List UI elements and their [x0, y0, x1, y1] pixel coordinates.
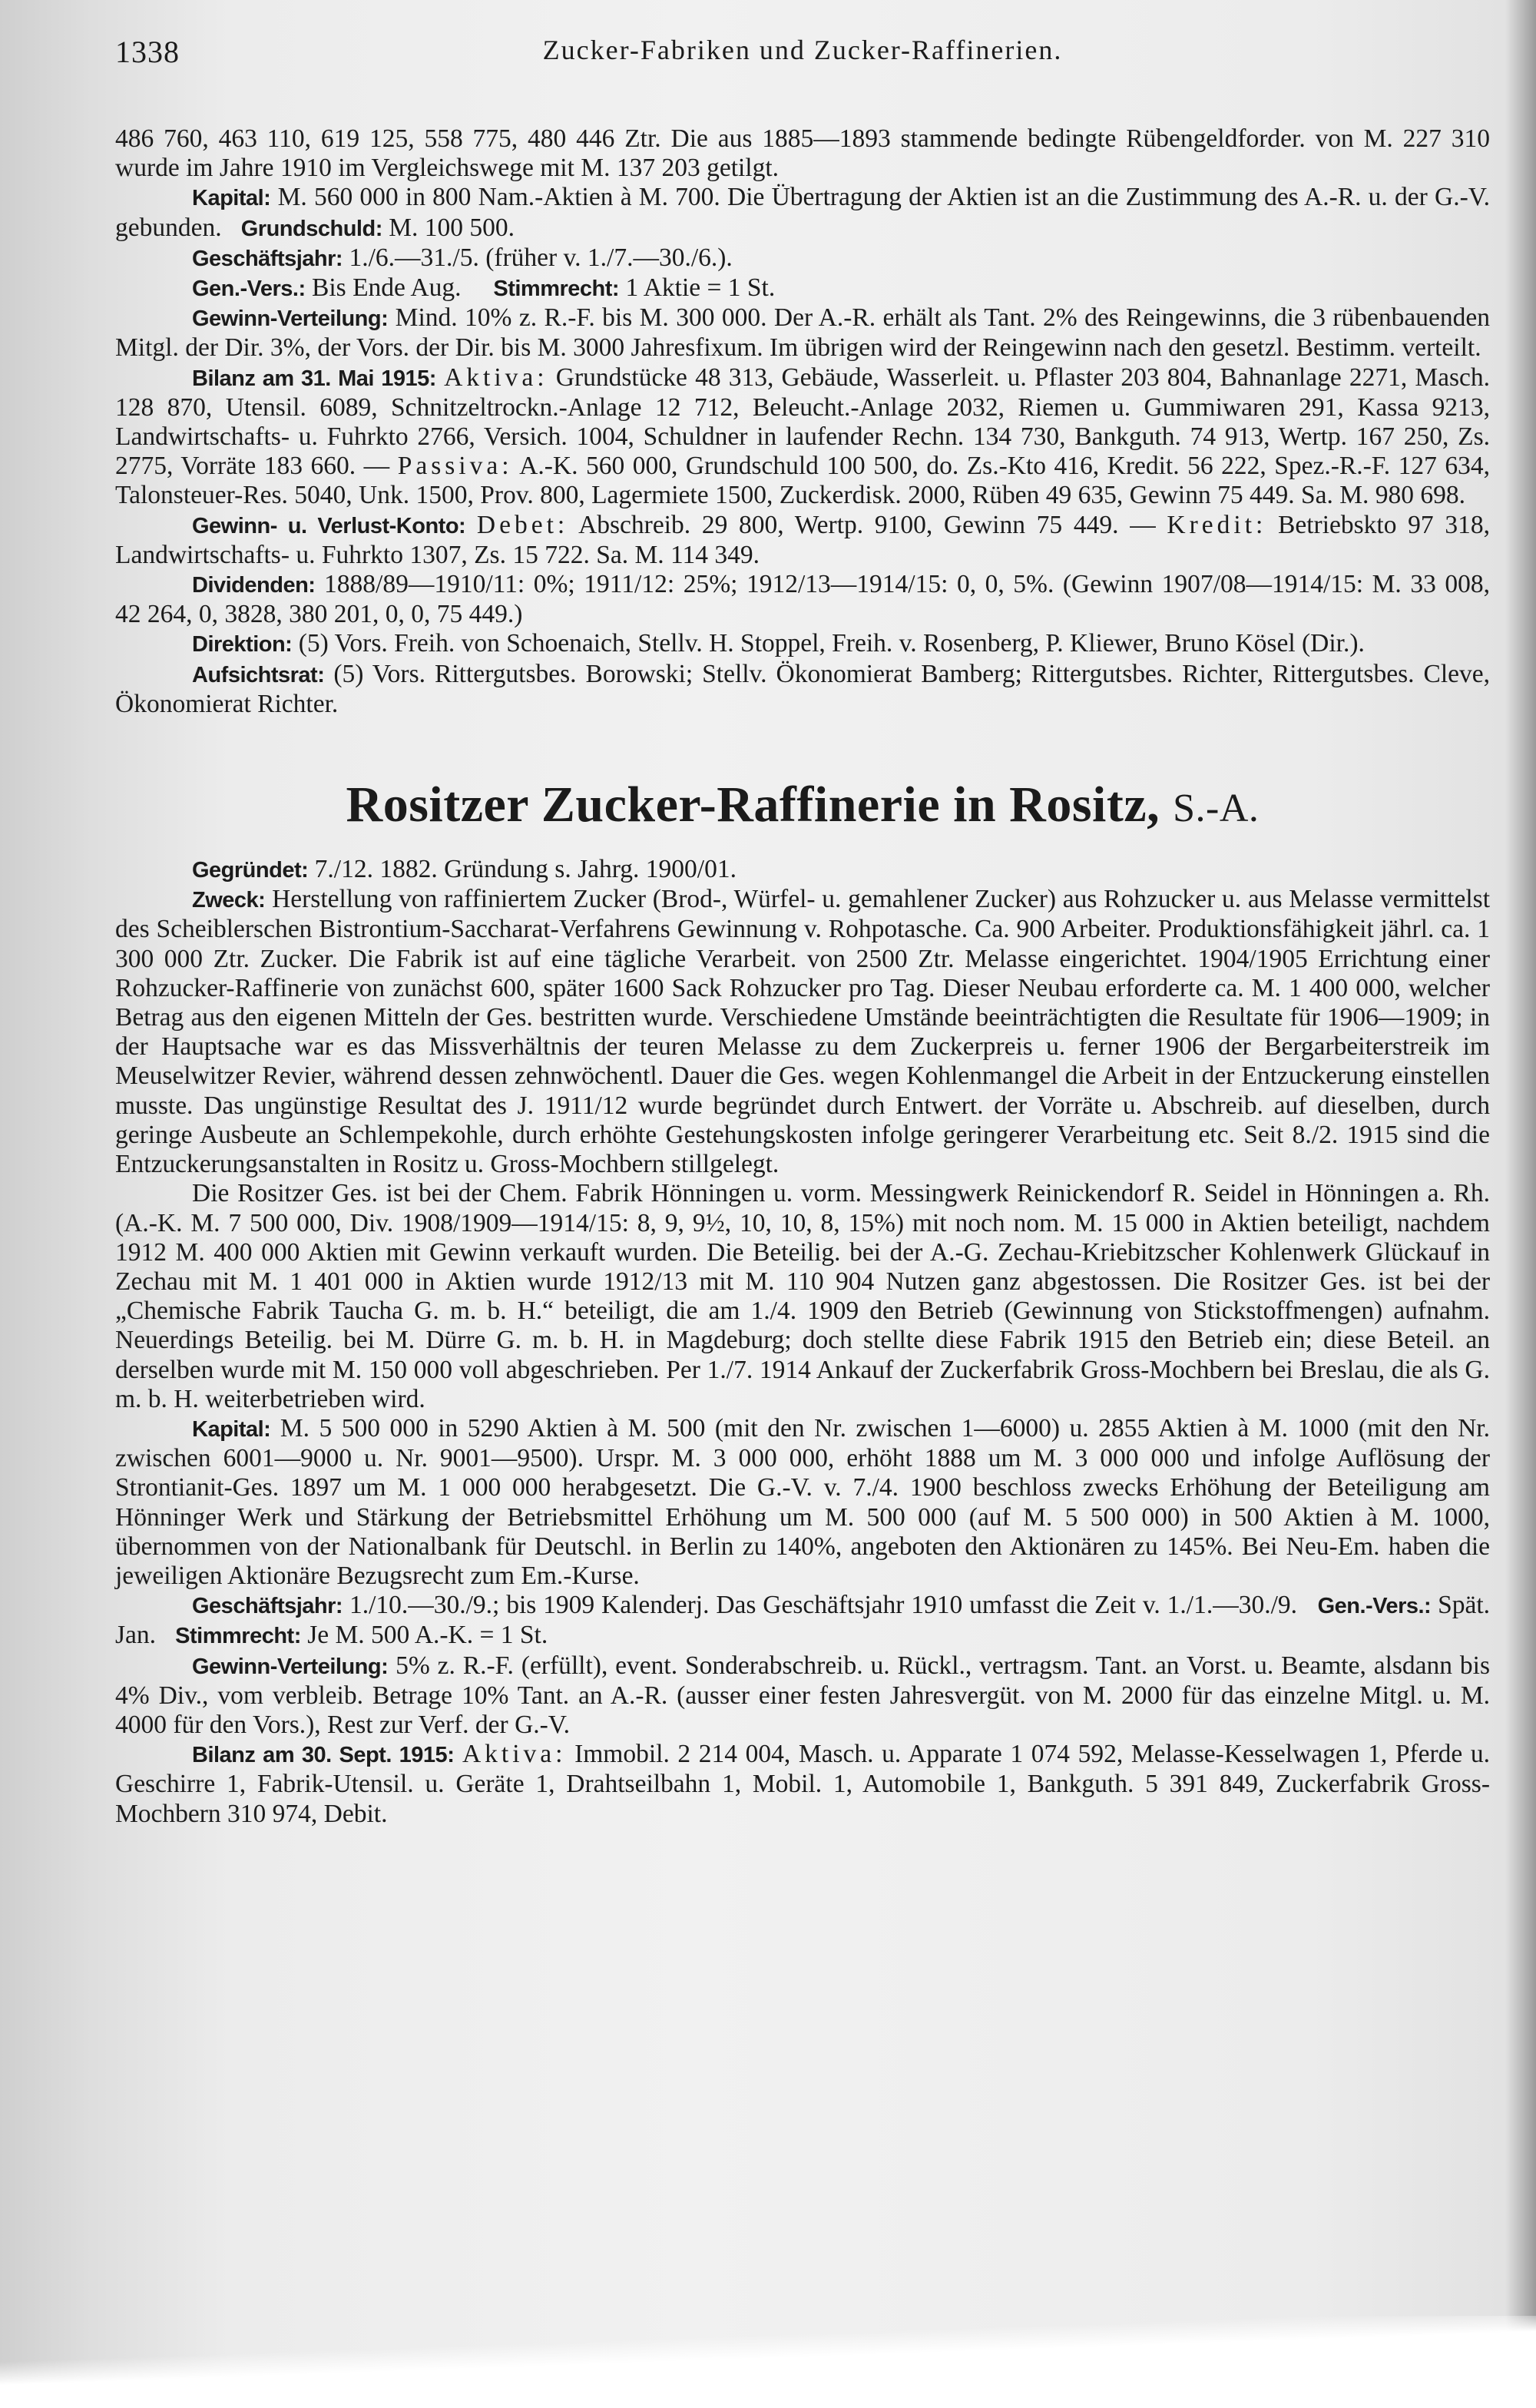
grundschuld-label: Grundschuld:: [240, 216, 382, 241]
gewinn-verteilung-text: Mind. 10% z. R.-F. bis M. 300 000. Der A.-R. erhält als Tant. 2% des Reingewinns, die 3 rübenbauenden Mitgl. der Dir. 3%, der Vors. der Dir. bis M. 3000 Jahresfixum. Im übrigen wird der Reingewinn nach den gesetzl. Bestimm. verteilt.: [115, 303, 1491, 363]
company-gen-vers-label: Gen.-Vers.:: [1317, 1594, 1432, 1619]
company-stimmrecht-label: Stimmrecht:: [175, 1624, 301, 1649]
company-entry: [115, 855, 1490, 1829]
kredit-text: Betriebskto 97 318, Landwirtschafts- u. Fuhrkto 1307, Zs. 15 722. Sa. M. 114 349.: [115, 510, 1490, 569]
gen-vers-paragraph: [115, 273, 1490, 303]
guv-paragraph: [115, 511, 1490, 570]
company-geschaeftsjahr-label: Geschäftsjahr:: [192, 1594, 343, 1619]
passiva-text: A.-K. 560 000, Grundschuld 100 500, do. Zs.-Kto 416, Kredit. 56 222, Spez.-R.-F. 127 634, Talonsteuer-Res. 5040, Unk. 1500, Prov. 800, Lagermiete 1500, Zuckerdisk. 2000, Rüben 49 635, Gewinn 75 449. Sa. M. 980 698.: [115, 452, 1490, 510]
geschaeftsjahr-paragraph: [115, 243, 1490, 273]
running-title: Zucker-Fabriken und Zucker-Raffinerien.: [542, 35, 1063, 65]
aktiva-text: Grundstücke 48 313, Gebäude, Wasserleit. u. Pflaster 203 804, Bahnanlage 2271, Masch. 128 870, Utensil. 6089, Schnitzeltrockn.-Anlage 12 712, Beleucht.-Anlage 2032, Riemen u. Gummiwaren 291, Kassa 9213, Landwirtschafts- u. Fuhrkto 2766, Versich. 1004, Schuldner in laufender Rechn. 134 730, Bankguth. 74 913, Wertp. 167 250, Zs. 2775, Vorräte 183 660. —: [115, 363, 1491, 481]
debet-label: Debet:: [476, 510, 569, 539]
zweck-label: Zweck:: [192, 888, 266, 913]
aufsichtsrat-label: Aufsichtsrat:: [192, 662, 325, 687]
zweck-paragraph: [115, 885, 1490, 1179]
company-title: [115, 774, 1490, 840]
stimmrecht-text: 1 Aktie = 1 St.: [625, 273, 776, 303]
kapital-label: Kapital:: [192, 186, 271, 211]
previous-entry-intro: 486 760, 463 110, 619 125, 558 775, 480 446 Ztr. Die aus 1885—1893 stammende bedingte Rübengeldforder. von M. 227 310 wurde im Jahre 1910 im Vergleichswege mit M. 137 203 getilgt.: [115, 124, 1490, 183]
company-gen-vers-text: Spät. Jan.: [115, 1591, 1490, 1650]
company-geschaeftsjahr-paragraph: [115, 1591, 1490, 1651]
gen-vers-text: Bis Ende Aug.: [312, 273, 462, 303]
stimmrecht-label: Stimmrecht:: [493, 277, 620, 302]
passiva-label: Passiva:: [397, 452, 513, 481]
gegruendet-label: Gegründet:: [192, 858, 309, 883]
document-page: [115, 28, 1490, 1829]
gewinn-verteilung-paragraph: [115, 303, 1490, 363]
company-gewinn-verteilung-text: 5% z. R.-F. (erfüllt), event. Sonderabschreib. u. Rückl., vertragsm. Tant. an Vorst. u. Beamte, alsdann bis 4% Div., vom verbleib. Betrage 10% Tant. an A.-R. (ausser einer festen Jahresvergüt. von M. 2000 für das einzelne Mitgl. u. M. 4000 für den Vors.), Rest zur Verf. der G.-V.: [115, 1651, 1490, 1739]
previous-entry: [115, 124, 1490, 719]
direktion-paragraph: [115, 629, 1490, 659]
kapital-paragraph: [115, 183, 1490, 243]
running-header: [115, 28, 1490, 81]
bilanz-paragraph: [115, 363, 1490, 511]
company-aktiva-text: Immobil. 2 214 004, Masch. u. Apparate 1 074 592, Melasse-Kesselwagen 1, Pferde u. Geschirre 1, Fabrik-Utensil. u. Geräte 1, Drahtseilbahn 1, Mobil. 1, Automobile 1, Bankguth. 5 391 849, Zuckerfabrik Gross-Mochbern 310 974, Debit.: [115, 1740, 1491, 1828]
dividenden-label: Dividenden:: [192, 573, 316, 598]
gen-vers-label: Gen.-Vers.:: [192, 277, 306, 302]
zweck-text: Herstellung von raffiniertem Zucker (Brod-, Würfel- u. gemahlener Zucker) aus Rohzucker u. aus Melasse vermittelst des Scheiblerschen Bistrontium-Saccharat-Verfahrens Gewinnung v. Rohpotasche. Ca. 900 Arbeiter. Produktionsfähigkeit jährl. ca. 1 300 000 Ztr. Zucker. Die Fabrik ist auf eine tägliche Verarbeit. von 2500 Ztr. Melasse eingerichtet. 1904/1905 Errichtung einer Rohzucker-Raffinerie von zunächst 600, später 1600 Sack Rohzucker pro Tag. Dieser Neubau erforderte ca. M. 1 400 000, welcher Betrag aus den eigenen Mitteln der Ges. bestritten wurde. Verschiedene Umstände beeinträchtigten die Resultate für 1906—1909; in der Hauptsache war es das Missverhältnis der teuren Melasse zu dem Zuckerpreis u. ferner 1906 der Bergarbeiterstreik im Meuselwitzer Revier, während dessen zehnwöchentl. Dauer die Ges. wegen Kohlenmangel die Arbeit in der Entzuckerung einstellen musste. Das ungünstige Resultat des J. 1911/12 wurde begründet durch Entwert. der Vorräte u. Abschreib. auf dieselben, durch geringe Ausbeute an Schlempekohle, durch erhöhte Gestehungskosten infolge geringerer Verarbeitung etc. Seit 8./2. 1915 sind die Entzuckerungsanstalten in Rositz u. Gross-Mochbern stillgelegt.: [115, 885, 1491, 1179]
kredit-label: Kredit:: [1167, 510, 1267, 539]
beteiligungen-paragraph: Die Rositzer Ges. ist bei der Chem. Fabrik Hönningen u. vorm. Messingwerk Reinickendorf R. Seidel in Hönningen a. Rh. (A.-K. M. 7 500 000, Div. 1908/1909—1914/15: 8, 9, 9½, 10, 10, 8, 15%) mit noch nom. M. 15 000 in Aktien beteiligt, nachdem 1912 M. 400 000 Aktien mit Gewinn verkauft wurden. Die Beteilig. bei der A.-G. Zechau-Kriebitzscher Kohlenwerk Glückauf in Zechau mit M. 1 401 000 in Aktien wurde 1912/13 mit M. 110 904 Nutzen ganz abgestossen. Die Rositzer Ges. ist bei der „Chemische Fabrik Taucha G. m. b. H.“ beteiligt, die am 1./4. 1909 den Betrieb (Gewinnung von Stickstoffmengen) aufnahm. Neuerdings Beteilig. bei M. Dürre G. m. b. H. in Magdeburg; doch stellte diese Fabrik 1915 den Betrieb ein; diese Beteil. an derselben wurde mit M. 150 000 voll abgeschrieben. Per 1./7. 1914 Ankauf der Zuckerfabrik Gross-Mochbern bei Breslau, die als G. m. b. H. weiterbetrieben wird.: [115, 1179, 1490, 1413]
page-number: 1338: [115, 35, 180, 69]
company-aktiva-label: Aktiva:: [462, 1740, 567, 1769]
gewinn-verteilung-label: Gewinn-Verteilung:: [192, 306, 389, 332]
bilanz-label: Bilanz am 31. Mai 1915:: [192, 366, 436, 391]
company-kapital-paragraph: [115, 1414, 1490, 1591]
aktiva-label: Aktiva:: [444, 363, 548, 392]
company-legal-form: S.-A.: [1173, 787, 1260, 831]
grundschuld-text: M. 100 500.: [389, 213, 515, 242]
page-edge-shadow: [0, 2316, 1536, 2408]
direktion-label: Direktion:: [192, 632, 293, 657]
dividenden-text: 1888/89—1910/11: 0%; 1911/12: 25%; 1912/13—1914/15: 0, 0, 5%. (Gewinn 1907/08—1914/15: M. 33 008, 42 264, 0, 3828, 380 201, 0, 0, 75 449.): [115, 570, 1491, 629]
debet-text: Abschreib. 29 800, Wertp. 9100, Gewinn 75 449. —: [578, 510, 1156, 539]
company-kapital-label: Kapital:: [192, 1416, 271, 1442]
company-bilanz-paragraph: [115, 1740, 1490, 1829]
company-stimmrecht-text: Je M. 500 A.-K. = 1 St.: [307, 1621, 548, 1650]
kapital-text: M. 560 000 in 800 Nam.-Aktien à M. 700. Die Übertragung der Aktien ist an die Zustimmung des A.-R. u. der G.-V. gebunden.: [115, 183, 1491, 242]
company-kapital-text: M. 5 500 000 in 5290 Aktien à M. 500 (mit den Nr. zwischen 1—6000) u. 2855 Aktien à M. 1000 (mit den Nr. zwischen 6001—9000 u. Nr. 9001—9500). Urspr. M. 3 000 000, erhöht 1888 um M. 3 000 000 und infolge Auflösung der Strontianit-Ges. 1897 um M. 1 000 000 herabgesetzt. Die G.-V. v. 7./4. 1900 beschloss zwecks Erhöhung der Beteiligung am Hönninger Werk und Stärkung der Betriebsmittel Erhöhung um M. 500 000 (auf M. 5 500 000) in 500 Aktien à M. 1000, übernommen von der Nationalbank für Deutschl. in Berlin zu 140%, angeboten den Aktionären zu 145%. Bei Neu-Em. haben die jeweiligen Aktionäre Bezugsrecht zum Em.-Kurse.: [115, 1413, 1490, 1590]
company-gewinn-verteilung-paragraph: [115, 1651, 1490, 1741]
guv-label: Gewinn- u. Verlust-Konto:: [192, 513, 466, 538]
company-gewinn-verteilung-label: Gewinn-Verteilung:: [192, 1654, 389, 1679]
company-name: Rositzer Zucker-Raffinerie in Rositz,: [346, 777, 1160, 833]
company-bilanz-label: Bilanz am 30. Sept. 1915:: [192, 1743, 455, 1768]
direktion-text: (5) Vors. Freih. von Schoenaich, Stellv. H. Stoppel, Freih. v. Rosenberg, P. Kliewer, Bruno Kösel (Dir.).: [298, 629, 1365, 658]
geschaeftsjahr-text: 1./6.—31./5. (früher v. 1./7.—30./6.).: [349, 243, 733, 272]
dividenden-paragraph: [115, 570, 1490, 629]
geschaeftsjahr-label: Geschäftsjahr:: [192, 246, 343, 271]
gegruendet-paragraph: [115, 855, 1490, 885]
company-geschaeftsjahr-text: 1./10.—30./9.; bis 1909 Kalenderj. Das Geschäftsjahr 1910 umfasst die Zeit v. 1./1.—30./9.: [349, 1591, 1297, 1620]
aufsichtsrat-paragraph: [115, 660, 1490, 719]
aufsichtsrat-text: (5) Vors. Rittergutsbes. Borowski; Stellv. Ökonomierat Bamberg; Rittergutsbes. Richter, Rittergutsbes. Cleve, Ökonomierat Richter.: [115, 659, 1491, 718]
gegruendet-text: 7./12. 1882. Gründung s. Jahrg. 1900/01.: [314, 855, 737, 884]
